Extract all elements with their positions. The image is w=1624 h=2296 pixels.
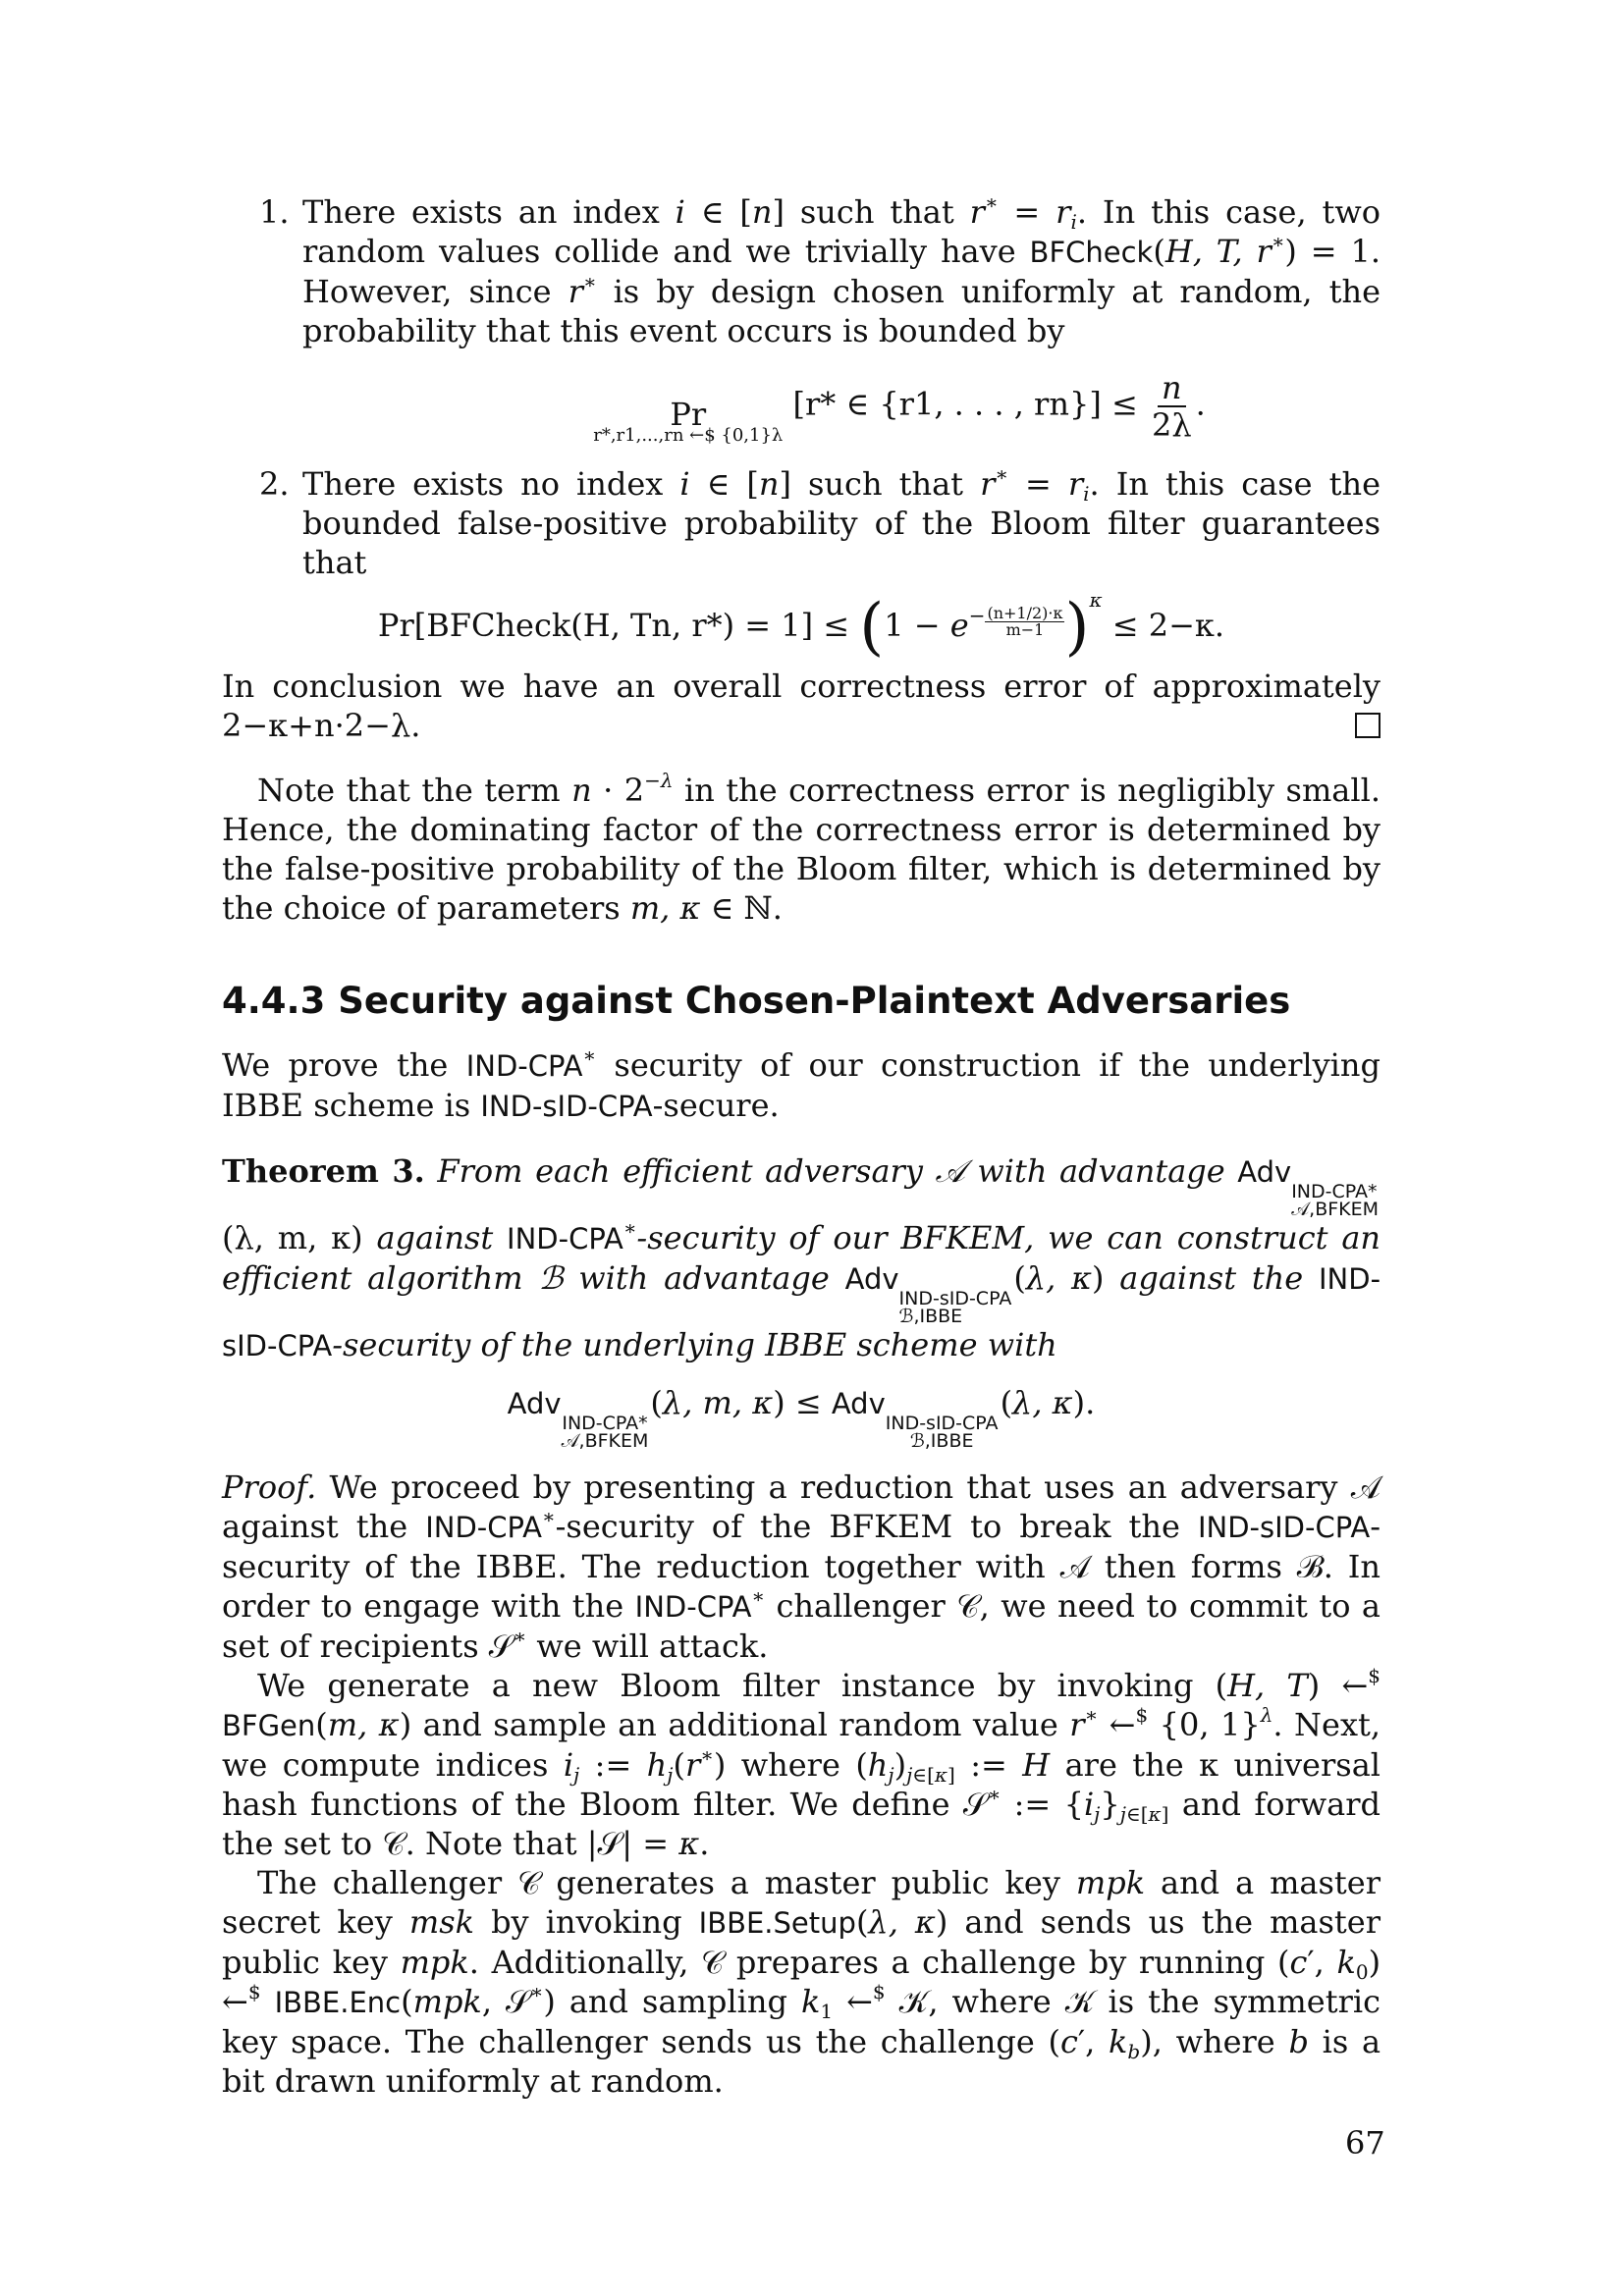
section-intro: We prove the IND-CPA∗ security of our construction if the underlying IBBE scheme is IND-sID-CPA-secure. <box>222 1042 1381 1124</box>
eq1-subscript: r*,r1,...,rn ←$ {0,1}λ <box>593 424 784 446</box>
theorem-label: Theorem 3. <box>222 1151 425 1190</box>
eq2-lhs: Pr[BFCheck(H, Tn, r*) = 1] ≤ <box>377 606 850 644</box>
list-number: 1. <box>259 193 290 231</box>
proof-label: Proof. <box>222 1468 317 1506</box>
eq1-numerator: n <box>1158 370 1186 407</box>
eq1-denominator: 2λ <box>1151 406 1192 444</box>
eq1-pr: Pr <box>670 395 707 433</box>
proof-paragraph-2: We generate a new Bloom filter instance by invoking (H, T) ←$ BFGen(m, κ) and sample an additional random value r∗ ←$ {0, 1}$^\lambda$. Next, we compute indices $i_j$ := $h_j(r^∗)$ where $(h_j)_{j\in[\kappa]}$ := H are the κ universal hash functions of the Bloom filter. We define 𝒮∗ := $\{i_j\}_{j\in[\kappa]}$ and forward the set to 𝒞. Note that |𝒮| = κ. <box>222 1663 1381 1862</box>
eq1-body: [r* ∈ {r1, . . . , rn}] ≤ <box>792 385 1138 423</box>
qed-icon <box>1355 706 1380 745</box>
proof-paragraph-1: Proof. We proceed by presenting a reduction that uses an adversary 𝒜 against the IND-CPA∗-security of the BFKEM to break the IND-sID-CPA-security of the IBBE. The reduction together with 𝒜 then forms ℬ. In order to engage with the IND-CPA∗ challenger 𝒞, we need to commit to a set of recipients 𝒮∗ we will attack. <box>222 1468 1381 1665</box>
proof-paragraph-3: The challenger 𝒞 generates a master public key mpk and a master secret key msk by invoking IBBE.Setup(λ, κ) and sends us the master public key mpk. Additionally, 𝒞 prepares a challenge by running (c′, $k_0$) ←$ IBBE.Enc(mpk, 𝒮∗) and sampling $k_1$ ←$ 𝒦, where 𝒦 is the symmetric key space. The challenger sends us the challenge (c′, $k_b$), where b is a bit drawn uniformly at random. <box>222 1863 1381 2100</box>
eq2-exp-denominator: m−1 <box>1005 619 1045 639</box>
theorem-inequality: Adv IND-CPA* 𝒜,BFKEM (λ, m, κ) ≤ Adv IND-sID-CPA ℬ,IBBE (λ, κ). <box>507 1383 1096 1452</box>
equation-1: Pr r*,r1,...,rn ←$ {0,1}λ [r* ∈ {r1, . . . , rn}] ≤ $\frac{n}{2\lambda}$ . <box>593 369 1206 446</box>
equation-2: Pr[BFCheck(H, Tn, r*) = 1] ≤ (1 − e− $\frac{(n+1/2)\cdot\kappa}{m-1}$ )$^\kappa$ ≤ 2−κ. <box>377 587 1225 664</box>
conclusion: In conclusion we have an overall correctness error of approximately 2−κ+n·2−λ. <box>222 667 1380 744</box>
section-heading: 4.4.3 Security against Chosen-Plaintext Adversaries <box>222 979 1291 1022</box>
note-paragraph: Note that the term $n \cdot 2^{-\lambda}$ in the correctness error is negligibly small. Hence, the dominating factor of the correctness error is determined by the false-positive probability of the Bloom filter, which is determined by the choice of parameters m, κ ∈ ℕ. <box>222 768 1381 927</box>
page-number: 67 <box>1345 2124 1385 2162</box>
page-body <box>222 192 1380 2101</box>
list-item-1: 1. There exists an index i ∈ [n] such that $r^∗ = r_i$. In this case, two random values collide and we trivially have BFCheck(H, T, r∗) = 1. However, since r∗ is by design chosen uniformly at random, the probability that this event occurs is bounded by <box>259 190 1381 349</box>
theorem-3: Theorem 3. From each efficient adversary 𝒜 with advantage Adv IND-CPA* 𝒜,BFKEM (λ, m, κ) against IND-CPA∗-security of our BFKEM, we can construct an efficient algorithm ℬ with advantage Adv IND-sID-CPA ℬ,IBBE (λ, κ) against the IND-sID-CPA-security of the underlying IBBE scheme with <box>222 1151 1381 1363</box>
eq2-rhs: ≤ 2−κ. <box>1111 606 1225 644</box>
eq2-exp-numerator: (n+1/2)·κ <box>987 603 1063 622</box>
list-item-2: 2. There exists no index i ∈ [n] such that $r^∗ = r_i$. In this case the bounded false-positive probability of the Bloom filter guarantees that <box>259 461 1381 581</box>
list-number: 2. <box>259 464 290 503</box>
